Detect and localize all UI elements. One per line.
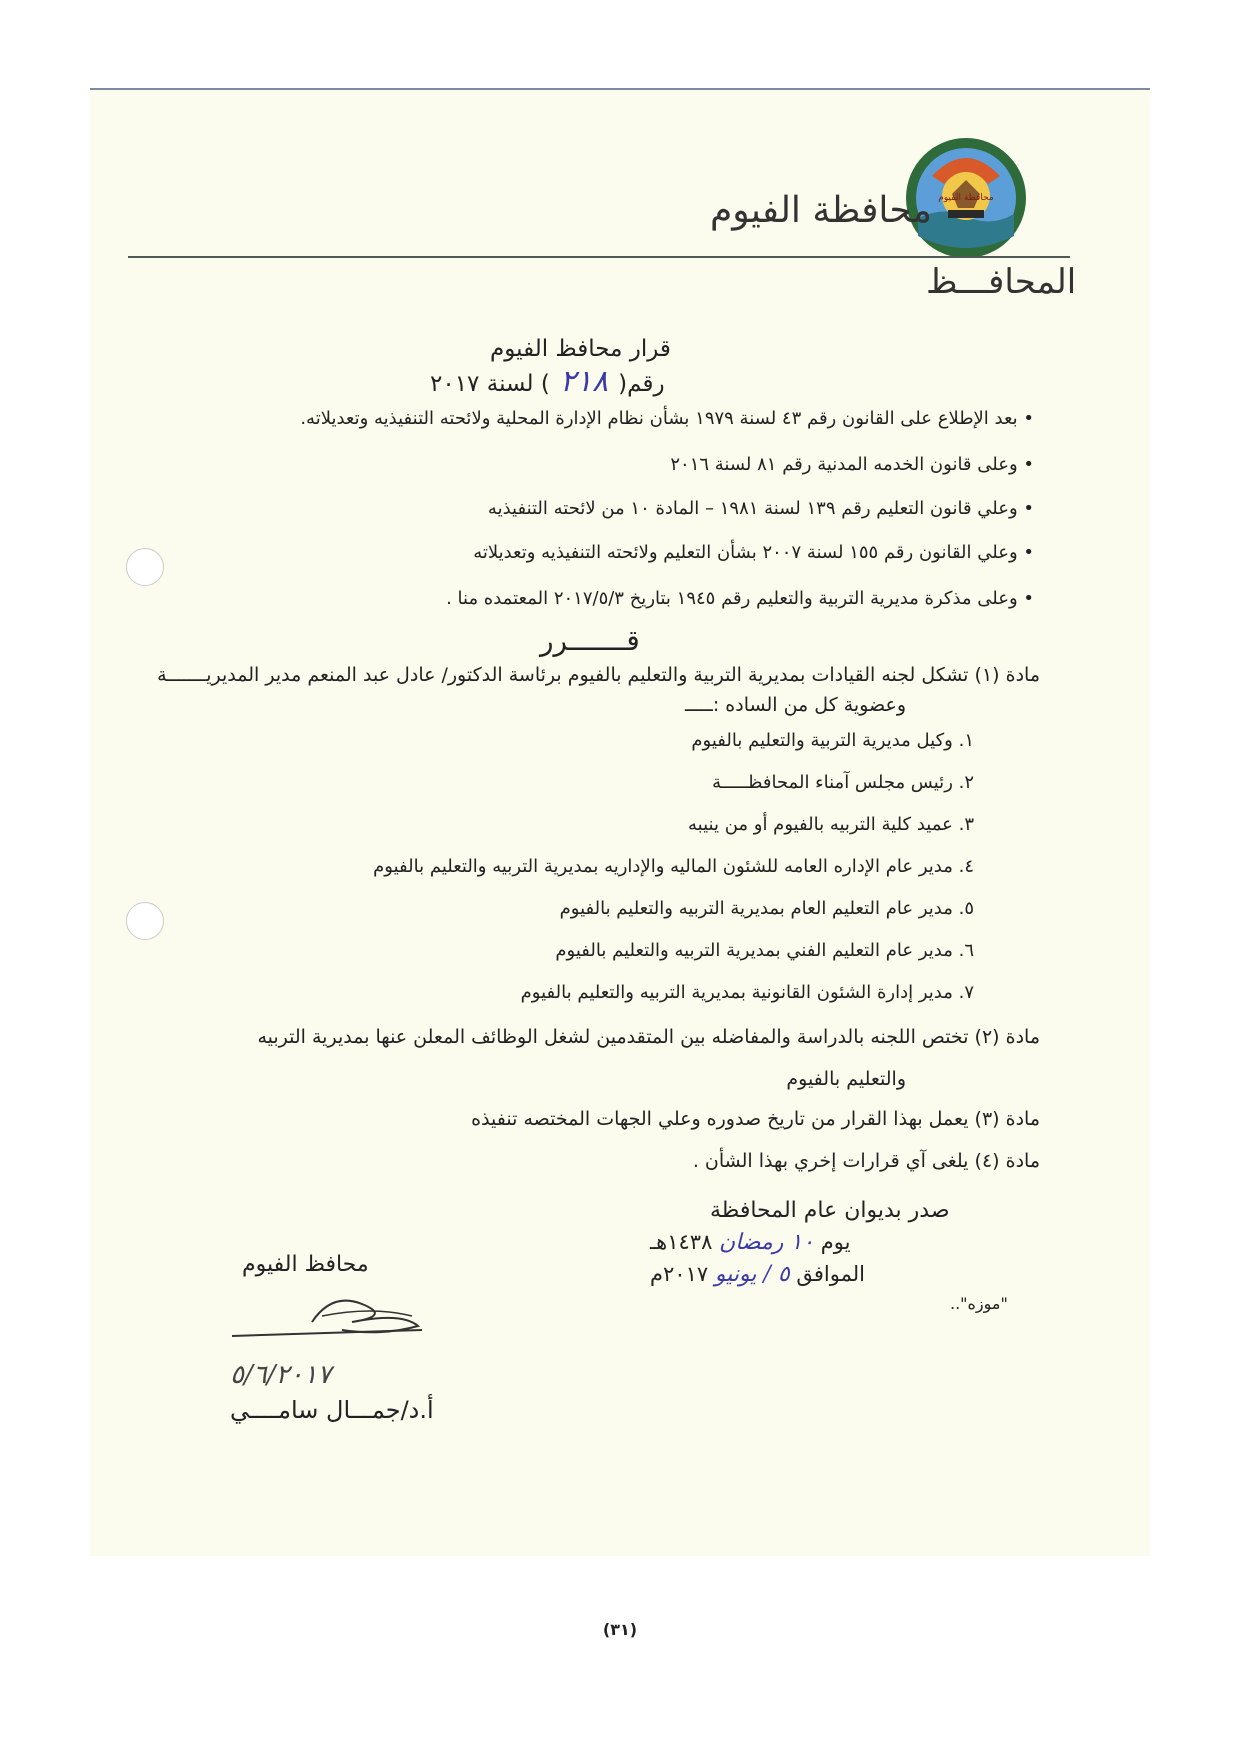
gregorian-date-line: [650, 1262, 865, 1287]
signatory-name: أ.د/جمـــال سامــــي: [230, 1396, 434, 1424]
member-item: ٤. مدير عام الإداره العامه للشئون الماليه والإداريه بمديرية التربيه والتعليم بالفيوم: [373, 856, 974, 877]
preamble-item: • بعد الإطلاع على القانون رقم ٤٣ لسنة ١٩٧٩ بشأن نظام الإدارة المحلية ولائحته التنفيذيه وتعديلاته.: [300, 408, 1034, 429]
governor-office-label: المحافـــظ: [926, 262, 1077, 302]
gregorian-label: الموافق: [796, 1262, 865, 1286]
preamble-item: • وعلي قانون التعليم رقم ١٣٩ لسنة ١٩٨١ – المادة ١٠ من لائحته التنفيذيه: [487, 498, 1034, 519]
document-page: [90, 88, 1150, 1556]
decree-number-line: [430, 364, 665, 399]
hijri-year: ١٤٣٨هـ: [650, 1230, 713, 1254]
member-item: ٢. رئيس مجلس آمناء المحافظـــــة: [712, 772, 974, 793]
article-2-line-1: مادة (٢) تختص اللجنه بالدراسة والمفاضله بين المتقدمين لشغل الوظائف المعلن عنها بمديرية التربيه: [257, 1026, 1040, 1048]
member-item: ٥. مدير عام التعليم العام بمديرية التربيه والتعليم بالفيوم: [559, 898, 974, 919]
decision-heading: قـــــــرر: [540, 624, 640, 657]
governorate-title: محافظة الفيوم: [710, 190, 932, 231]
hijri-date-line: [650, 1230, 850, 1255]
issued-at-line: صدر بديوان عام المحافظة: [710, 1198, 950, 1223]
decree-number: ٢١٨: [559, 364, 609, 399]
member-item: ٣. عميد كلية التربيه بالفيوم أو من ينيبه: [688, 814, 974, 835]
article-4: مادة (٤) يلغى آي قرارات إخري بهذا الشأن .: [692, 1150, 1040, 1172]
signatory-title: محافظ الفيوم: [242, 1252, 369, 1277]
article-1-line-2: وعضوية كل من الساده :ـــــ: [685, 694, 906, 716]
decree-number-prefix: رقم(: [618, 371, 665, 397]
article-2-line-2: والتعليم بالفيوم: [786, 1068, 906, 1090]
signature-icon: [222, 1286, 442, 1356]
decree-year: ) لسنة ٢٠١٧: [430, 371, 550, 397]
hijri-handwritten: ١٠ رمضان: [719, 1230, 815, 1255]
punch-hole: [126, 902, 164, 940]
gregorian-handwritten: ٥ / يونيو: [714, 1262, 790, 1287]
preamble-item: • وعلى قانون الخدمه المدنية رقم ٨١ لسنة ٢٠١٦: [670, 454, 1034, 475]
gregorian-year: ٢٠١٧م: [650, 1262, 709, 1286]
preamble-item: • وعلي القانون رقم ١٥٥ لسنة ٢٠٠٧ بشأن التعليم ولائحته التنفيذيه وتعديلاته: [473, 542, 1034, 563]
signature-date: ٥/٦/٢٠١٧: [230, 1360, 332, 1390]
decree-title: قرار محافظ الفيوم: [490, 336, 671, 362]
punch-hole: [126, 548, 164, 586]
day-label: يوم: [820, 1230, 851, 1254]
logo-text: محافظة الفيوم: [938, 193, 994, 203]
preamble-item: • وعلى مذكرة مديرية التربية والتعليم رقم ١٩٤٥ بتاريخ ٢٠١٧/٥/٣ المعتمده منا .: [446, 588, 1034, 609]
article-3: مادة (٣) يعمل بهذا القرار من تاريخ صدوره وعلي الجهات المختصه تنفيذه: [471, 1108, 1040, 1130]
article-1-line-1: مادة (١) تشكل لجنه القيادات بمديرية التربية والتعليم بالفيوم برئاسة الدكتور/ عادل عبد المنعم مدير المديريـــــــة: [157, 664, 1040, 686]
typist-initials: "موزه"..: [950, 1294, 1008, 1313]
member-item: ٦. مدير عام التعليم الفني بمديرية التربيه والتعليم بالفيوم: [555, 940, 974, 961]
member-item: ١. وكيل مديرية التربية والتعليم بالفيوم: [691, 730, 974, 751]
member-item: ٧. مدير إدارة الشئون القانونية بمديرية التربيه والتعليم بالفيوم: [520, 982, 974, 1003]
header-divider: [128, 256, 1070, 258]
page-number: (٣١): [602, 1620, 638, 1639]
